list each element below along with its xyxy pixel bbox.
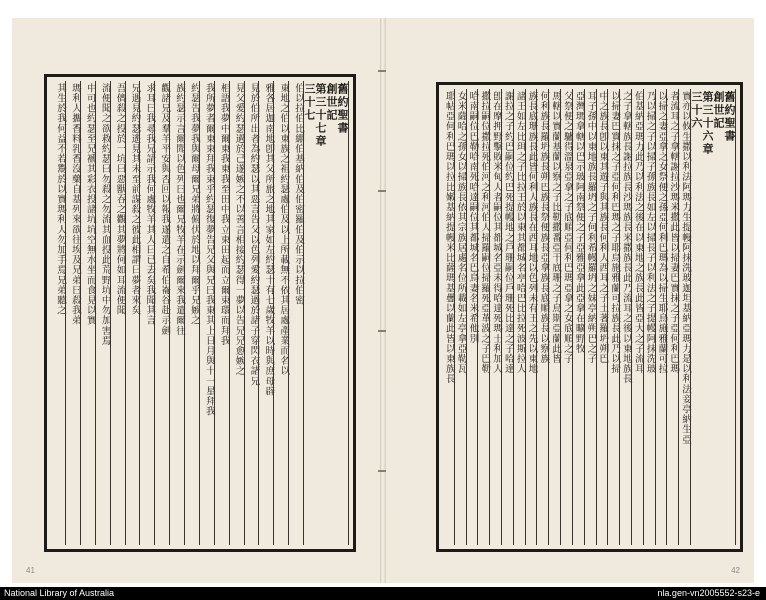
right-page	[386, 18, 754, 583]
chapter-label: 第三十七章	[314, 83, 327, 148]
text-column: 雅各居迦南地卽其父所旅之地其家如左約瑟十有七歲牧羊以時與庶母辟	[258, 81, 273, 545]
chapter-label: 第三十六章	[701, 91, 714, 156]
corner-number: 41	[26, 566, 35, 575]
text-column: 東地之伯以東族之祖約瑟處伯及以上所載無不依其居處產業而名以	[273, 81, 288, 545]
binding-stitch	[378, 470, 386, 472]
left-page	[12, 18, 380, 583]
text-column: 瑪利人攜香料乳香沒藥自基列來欲往埃及兄弟曰殺我弟	[65, 81, 80, 545]
text-column: 實亦以攸生撒以利法阿瑪力生提幔阿抹洗玻迦坦基納亞瑪力是以利法妾亭納生亞	[678, 89, 690, 545]
text-column: 耶帖亞何利巴瑪以拉比嫩基納提幔米比薩瑪基疊以蘭此皆以東族長	[443, 91, 455, 384]
binding-stitch	[378, 330, 386, 332]
book-title: 舊約聖書	[336, 83, 349, 135]
left-columns	[51, 81, 349, 545]
text-column: 之子拿轄族長謝拉族長沙瑪族長米撒族長此乃流耳之後以東地族長	[619, 89, 631, 545]
text-column: 流便聞之欲救約瑟曰勿殺之勿流其血投此荒野坑中勿加害焉	[95, 81, 110, 545]
book-title: 舊約聖書	[723, 91, 736, 143]
section-title: 創世記	[712, 91, 725, 130]
text-column: 吾儕殺之投於一坑曰惡獸吞之觀其夢將何如耳流便聞	[110, 81, 125, 545]
text-column: 父祭便之驢得溫泉亞拿之子底順亞何利巴瑪亞拿之女底順之子	[560, 89, 572, 545]
text-column: 相語我夢中爾東我東我至田中我立束田起而立爾束環而拜我	[214, 81, 229, 545]
text-column: 者流耳之子拿轄謝拉沙瑪米撒此皆以掃妻巴實抹之子亞何利巴瑪	[666, 89, 678, 545]
text-column: 見父愛約瑟過於己遂嫉之不以善言相接約瑟得一夢以告兄兄愈嫉之	[229, 81, 244, 545]
text-column: 哈南嗣位巴勒哈南死哈達嗣位其都城名巴烏妻名米希他別	[466, 89, 478, 545]
item-identifier: nla.gen-vn2005552-s23-e	[657, 588, 760, 598]
binding-stitch	[378, 190, 386, 192]
page-number: 三十七	[303, 83, 316, 122]
binding-stitch	[378, 70, 386, 72]
text-column: 耳子孫中以東地族長羅坍之子何利希幔羅坍之妹亭納朔巴之子	[584, 89, 596, 545]
left-text-frame	[44, 74, 356, 552]
text-column: 伯以拉伯比綳伯基納伯及伯密羅伯及伯示以拉伯密	[288, 81, 303, 545]
text-column: 亞灣瑪拿轄以巴示玻阿南祭便之子亞雅亞拿此亞拿在曠野牧	[572, 89, 584, 545]
text-column: 乃以掃之子以掃子孫族長如左以掃長子以利法之子提幔阿抹洗玻	[643, 89, 655, 545]
text-column: 我所夢者爾東束拜我束乎約瑟復夢告兄父與兄曰我東其上日月與十一星拜我	[199, 81, 214, 545]
text-column: 觀諸兄及羣羊平安與否回以報我遂遣之自希伯崙谷赴示劍	[154, 81, 169, 545]
text-column: 中之族長卽以東其遊子與其族長何利人西耳之子土著羅坍朔巴	[596, 89, 608, 545]
text-column: 兄遇見約瑟遙見其未至前謀殺之彼此相謂曰夢者來矣	[125, 81, 140, 545]
book-spread	[12, 18, 754, 583]
text-column: 女米薩哈之孫女以掃族長依其宗族居處名位所載如左亭拿亞勒瓦	[454, 89, 466, 545]
text-column: 諸王如左比珥之子比拉王於以東其都城名亭哈巴比拉死波斯拉人	[513, 89, 525, 545]
text-column: 族長底珊族長此皆何利人族長在西耳地以色列未有王之先以東地	[525, 89, 537, 545]
text-column: 謝拉之子約巴嗣位約巴死提幔地之戶珊嗣位戶珊死比達之子哈達	[501, 89, 513, 545]
text-column: 中可也約瑟至兄褫其彩衣投諸坑坑空無水坐而食見以實	[80, 81, 95, 545]
text-column: 伯基納亞瑪力此乃以利法之後在以東地之族長此皆亞大之子流耳	[631, 89, 643, 545]
text-column: 見於伯所出者為約瑟以其惡言告父以色列愛約瑟過於諸子穿閃衣諸兄	[244, 81, 259, 545]
page-number: 三十六	[690, 91, 703, 130]
right-text-frame	[436, 82, 743, 552]
text-column: 約瑟告我夢我與爾母爾兄弟將俯伏於地以拜爾乎兄嫉之	[184, 81, 199, 545]
right-header-bar	[690, 89, 736, 545]
section-title: 創世記	[325, 83, 338, 122]
institution-name: National Library of Australia	[4, 588, 115, 598]
text-column: 何利族長羅坍族長朔巴族長祭便族長亞拿族長底順族長以察族	[536, 89, 548, 545]
text-column: 求耳曰我尋我兄請示我何處牧羊其人曰已去矣我聞其言	[139, 81, 154, 545]
text-column: 卽在摩押野擊敗米甸人者嗣位其都城名亞未得哈達死瑪士利加人	[489, 89, 501, 545]
right-columns	[443, 89, 736, 545]
text-column: 撒拉嗣位撒拉死伯河之利河伯人掃羅嗣位掃羅死亞革波之子巴勒	[477, 89, 489, 545]
left-header-bar	[303, 81, 349, 545]
corner-number: 42	[731, 566, 740, 575]
text-column: 族約瑟示言爾聞以色列曰也爾兄牧羊在示劍爾來我遣爾往	[169, 81, 184, 545]
archive-footer	[0, 587, 766, 600]
text-column: 其生於我何益不若鬻於以實瑪利人勿加手焉兄弟聽之	[55, 83, 66, 316]
text-column: 以掃妻巴實抹之子亞何利巴瑪之子耶烏施雅蘭可拉族長此乃以掃	[607, 89, 619, 545]
text-column: 以掃之妻亞拿之女祭便之孫亞何利巴瑪為以掃生耶烏施雅蘭可拉	[655, 89, 667, 545]
text-column: 馬轄以實蘭基蘭以察之子比勒撒番亞干底珊之子烏斯亞蘭此皆	[548, 89, 560, 545]
